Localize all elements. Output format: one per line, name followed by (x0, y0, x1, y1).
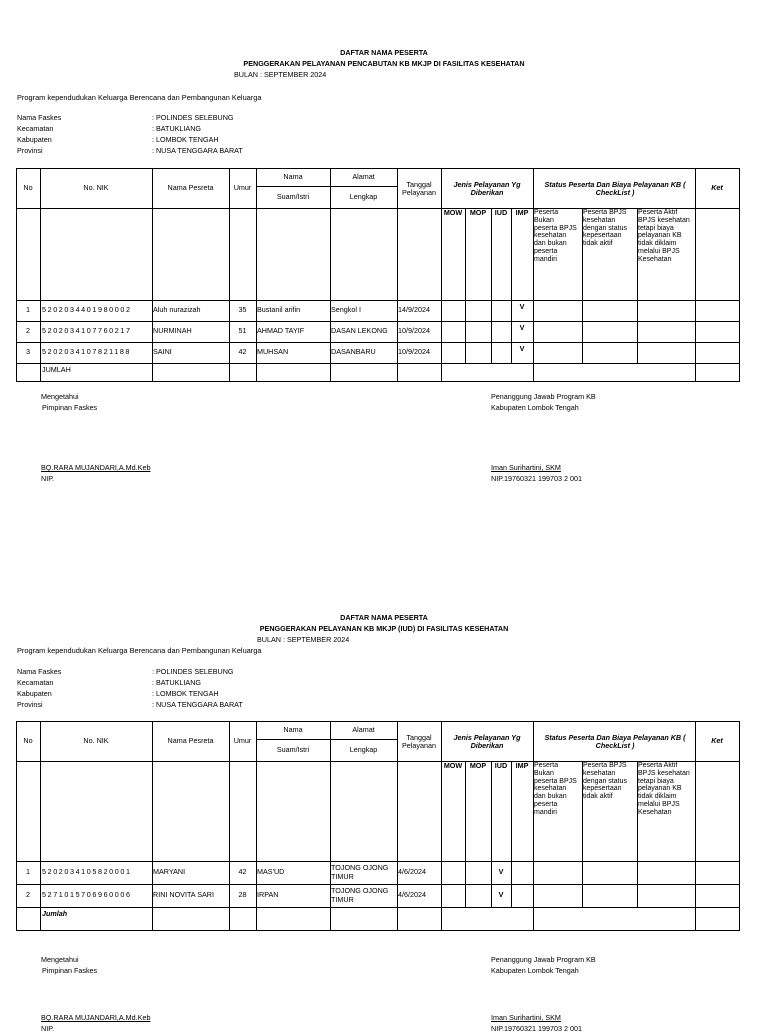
sign-right-name: Iman Surihartini, SKM (491, 463, 561, 472)
header-iud: IUD (494, 761, 508, 770)
cell-tanggal-text: 4/6/2024 (398, 890, 426, 900)
header-umur-text: Umur (233, 182, 252, 192)
header-status3: Peserta Aktif BPJS kesehatan tetapi biaya pelayanan KB tidak diklaim melalui BPJS Kesehatan (638, 762, 690, 816)
header-status1: Peserta Bukan peserta BPJS kesehatan dan bukan peserta mandiri (534, 209, 577, 263)
header-no (16, 721, 40, 761)
cell-nik-text: 5202034105820001 (42, 867, 132, 877)
sign-left-line1: Mengetahui (41, 955, 79, 964)
info-value: : POLINDES SELEBUNG (152, 113, 234, 122)
info-label: Kabupaten (17, 135, 52, 144)
header-jenis-text: Jenis Pelayanan Yg Diberikan (453, 179, 521, 197)
cell-mow (441, 884, 465, 907)
document-subtitle: PENGGERAKAN PELAYANAN KB MKJP (IUD) DI FASILITAS KESEHATAN (259, 624, 509, 633)
cell-nik-text: 5202034401980002 (42, 305, 132, 315)
info-label: Nama Faskes (17, 667, 62, 676)
cell-nik (42, 861, 152, 884)
cell-suami-text: Bustanil arifin (257, 305, 301, 315)
cell-tanggal (398, 861, 441, 884)
cell-no-text: 1 (26, 867, 30, 877)
cell-suami-text: IRPAN (257, 890, 279, 900)
grid-line (16, 907, 740, 908)
cell-umur-text: 35 (238, 305, 247, 315)
cell-suami (257, 884, 330, 907)
sign-right-line1: Penanggung Jawab Program KB (491, 392, 596, 401)
cell-nama-text: RINI NOVITA SARI (153, 890, 214, 900)
header-nama-text: Nama (283, 724, 303, 734)
header-jenis-text: Jenis Pelayanan Yg Diberikan (453, 732, 521, 750)
info-value: : NUSA TENGGARA BARAT (152, 700, 243, 709)
sign-right-nip: NIP.19760321 199703 2 001 (491, 1024, 582, 1033)
header-lengkap-text: Lengkap (349, 744, 378, 754)
cell-nik-text: 5202034107821188 (42, 347, 132, 357)
cell-alamat-text: DASAN LEKONG (331, 326, 388, 336)
header-lengkap-text: Lengkap (349, 191, 378, 201)
header-nik (40, 721, 152, 761)
sign-left-nip: NIP. (41, 1024, 55, 1033)
cell-tanggal-text: 14/9/2024 (398, 305, 430, 315)
cell-nama-text: NURMINAH (153, 326, 192, 336)
header-status2: Peserta BPJS kesehatan dengan status kepesertaan tidak aktif (583, 762, 627, 801)
cell-alamat-text: Sengkol I (331, 305, 361, 315)
header-status1: Peserta Bukan peserta BPJS kesehatan dan bukan peserta mandiri (534, 762, 577, 816)
header-suami-istri-text: Suam/Istri (276, 744, 310, 754)
info-label: Kecamatan (17, 678, 54, 687)
cell-nama-text: MARYANI (153, 867, 186, 877)
cell-tanggal-text: 4/6/2024 (398, 867, 426, 877)
cell-alamat-text: DASANBARU (331, 347, 376, 357)
period-label: BULAN : SEPTEMBER 2024 (234, 70, 327, 79)
cell-iud (491, 884, 511, 907)
cell-alamat (331, 884, 397, 907)
sign-left-line2: Pimpinan Faskes (42, 966, 98, 975)
cell-umur-text: 42 (238, 347, 247, 357)
program-label: Program kependudukan Keluarga Berencana dan Pembangunan Keluarga (17, 93, 262, 102)
cell-no-text: 1 (26, 305, 30, 315)
header-nama-pesreta (152, 721, 229, 761)
header-alamat (330, 721, 397, 739)
info-value: : BATUKLIANG (152, 678, 201, 687)
sign-left-line2: Pimpinan Faskes (42, 403, 98, 412)
cell-imp: V (519, 323, 525, 332)
header-nik-text: No. NIK (83, 182, 109, 192)
sign-right-line2: Kabupaten Lombok Tengah (491, 403, 579, 412)
header-nama-pesreta-text: Nama Pesreta (167, 735, 214, 745)
header-lengkap (330, 739, 397, 761)
cell-tanggal-text: 10/9/2024 (398, 347, 430, 357)
header-no-text: No (23, 735, 33, 745)
header-status2: Peserta BPJS kesehatan dengan status kepesertaan tidak aktif (583, 209, 627, 248)
document-subtitle: PENGGERAKAN PELAYANAN PENCABUTAN KB MKJP DI FASILITAS KESEHATAN (243, 59, 525, 68)
cell-no-text: 3 (26, 347, 30, 357)
sign-left-nip: NIP. (41, 474, 55, 483)
header-suami-istri-text: Suam/Istri (276, 191, 310, 201)
cell-umur (229, 884, 256, 907)
sign-right-line1: Penanggung Jawab Program KB (491, 955, 596, 964)
cell-no (16, 884, 40, 907)
cell-mow (441, 861, 465, 884)
header-tanggal-text: Tanggal Pelayanan (402, 732, 436, 750)
header-tanggal (397, 723, 441, 761)
cell-nama-text: Aluh nurazizah (153, 305, 201, 315)
header-ket-text: Ket (711, 735, 723, 745)
info-label: Kabupaten (17, 689, 52, 698)
header-imp: IMP (515, 761, 529, 770)
header-mow: MOW (443, 208, 463, 217)
header-umur-text: Umur (233, 735, 252, 745)
sign-left-name: BQ.RARA MUJANDARI,A.Md.Keb (41, 1013, 151, 1022)
header-nama-pesreta-text: Nama Pesreta (167, 182, 214, 192)
sign-right-name: Iman Surihartini, SKM (491, 1013, 561, 1022)
info-value: : LOMBOK TENGAH (152, 135, 219, 144)
cell-tanggal (398, 884, 441, 907)
cell-alamat (331, 861, 397, 884)
header-alamat-text: Alamat (352, 171, 375, 181)
header-nama-text: Nama (283, 171, 303, 181)
cell-suami (257, 861, 330, 884)
header-imp: IMP (515, 208, 529, 217)
cell-no-text: 2 (26, 326, 30, 336)
cell-umur-text: 51 (238, 326, 247, 336)
info-label: Nama Faskes (17, 113, 62, 122)
cell-iud-text: V (498, 867, 504, 877)
cell-umur (229, 861, 256, 884)
header-jenis (446, 723, 528, 761)
document-title: DAFTAR NAMA PESERTA (340, 48, 428, 57)
cell-umur-text: 28 (238, 890, 247, 900)
header-nama (256, 721, 330, 739)
cell-no-text: 2 (26, 890, 30, 900)
header-alamat-text: Alamat (352, 724, 375, 734)
header-nik-text: No. NIK (83, 735, 109, 745)
cell-alamat-text: TOJONG OJONG TIMUR (331, 886, 389, 904)
cell-imp: V (519, 344, 525, 353)
info-value: : LOMBOK TENGAH (152, 689, 219, 698)
cell-nama (153, 884, 229, 907)
cell-no (16, 861, 40, 884)
cell-iud (491, 861, 511, 884)
cell-nama-text: SAINI (153, 347, 172, 357)
header-suami-istri (256, 739, 330, 761)
jumlah-label: Jumlah (42, 909, 68, 918)
info-value: : NUSA TENGGARA BARAT (152, 146, 243, 155)
info-value: : POLINDES SELEBUNG (152, 667, 234, 676)
info-label: Provinsi (17, 146, 43, 155)
sign-left-line1: Mengetahui (41, 392, 79, 401)
sign-left-name: BQ.RARA MUJANDARI,A.Md.Keb (41, 463, 151, 472)
info-label: Provinsi (17, 700, 43, 709)
cell-iud-text: V (498, 890, 504, 900)
header-no-text: No (23, 182, 33, 192)
cell-suami-text: MUHSAN (257, 347, 289, 357)
cell-umur-text: 42 (238, 867, 247, 877)
header-tanggal-text: Tanggal Pelayanan (402, 179, 436, 197)
cell-nik-text: 5271015706960006 (42, 890, 132, 900)
cell-nik-text: 5202034107760217 (42, 326, 132, 336)
jumlah-label: JUMLAH (42, 365, 71, 374)
program-label: Program kependudukan Keluarga Berencana dan Pembangunan Keluarga (17, 646, 262, 655)
cell-tanggal-text: 10/9/2024 (398, 326, 430, 336)
header-mop: MOP (469, 208, 487, 217)
cell-nama (153, 861, 229, 884)
header-ket (695, 721, 739, 761)
header-status-text: Status Peserta Dan Biaya Pelayanan KB ( CheckList ) (544, 179, 686, 197)
header-status3: Peserta Aktif BPJS kesehatan tetapi biaya pelayanan KB tidak diklaim melalui BPJS Kesehatan (638, 209, 690, 263)
header-umur (229, 721, 256, 761)
cell-nik (42, 884, 152, 907)
sign-right-line2: Kabupaten Lombok Tengah (491, 966, 579, 975)
cell-alamat-text: TOJONG OJONG TIMUR (331, 863, 389, 881)
cell-mop (465, 861, 491, 884)
header-mop: MOP (469, 761, 487, 770)
header-ket-text: Ket (711, 182, 723, 192)
info-value: : BATUKLIANG (152, 124, 201, 133)
cell-mop (465, 884, 491, 907)
header-iud: IUD (494, 208, 508, 217)
header-status-text: Status Peserta Dan Biaya Pelayanan KB ( CheckList ) (544, 732, 686, 750)
header-status (540, 723, 690, 761)
cell-imp: V (519, 302, 525, 311)
cell-suami-text: MAS'UD (257, 867, 285, 877)
document-title: DAFTAR NAMA PESERTA (340, 613, 428, 622)
sign-right-nip: NIP.19760321 199703 2 001 (491, 474, 582, 483)
header-mow: MOW (443, 761, 463, 770)
cell-suami-text: AHMAD TAYIF (257, 326, 305, 336)
period-label: BULAN : SEPTEMBER 2024 (257, 635, 350, 644)
info-label: Kecamatan (17, 124, 54, 133)
